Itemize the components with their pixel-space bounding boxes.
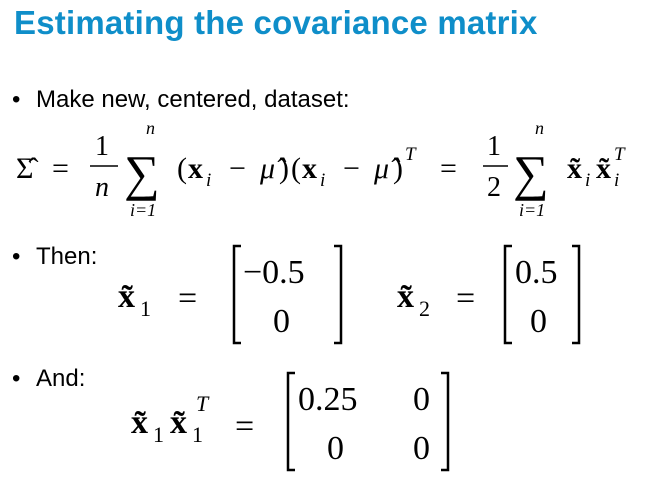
- sigma-hat: Σ̂: [16, 152, 34, 185]
- x1-entry-bottom: 0: [273, 303, 290, 340]
- vector-x1: [118, 246, 341, 343]
- x1-bracket-left: [234, 246, 241, 343]
- op-cell-11: 0: [413, 430, 430, 467]
- bullet-text: And:: [36, 365, 86, 392]
- bullet-text: Then:: [36, 243, 98, 270]
- x2-entry-bottom: 0: [530, 303, 547, 340]
- x-tilde-2: x̃: [596, 152, 611, 185]
- op-subscript-1: 1: [153, 422, 164, 447]
- subscript-i-3: i: [585, 170, 591, 191]
- vector-x2: [397, 246, 579, 343]
- x1-equals: =: [178, 280, 198, 317]
- op-equals: =: [235, 408, 255, 445]
- sum-1-upper: n: [146, 118, 155, 138]
- subscript-i-2: i: [320, 170, 326, 191]
- sum-2-upper: n: [535, 118, 544, 138]
- outer-product: [131, 373, 448, 470]
- op-cell-00: 0.25: [298, 381, 358, 418]
- op-bracket-left: [288, 373, 295, 470]
- x2-bracket-left: [505, 246, 512, 343]
- x-tilde-1: x̃: [567, 152, 582, 185]
- x-tilde-label-4: x̃: [170, 404, 187, 441]
- fraction-2-denominator: 2: [487, 172, 501, 203]
- sum-1-symbol: ∑: [124, 145, 160, 201]
- x-bold-1: x: [188, 152, 203, 185]
- paren-close-1: ): [279, 152, 289, 185]
- covariance-equation: [16, 118, 626, 220]
- transpose-1: T: [405, 144, 416, 165]
- op-transpose: T: [196, 391, 209, 416]
- mu-hat-2: μ̂: [374, 152, 390, 185]
- x1-entry-top: −0.5: [243, 254, 305, 291]
- x2-equals: =: [456, 280, 476, 317]
- slide-title: Estimating the covariance matrix: [14, 4, 538, 41]
- transpose-2: T: [614, 144, 625, 165]
- bullet-dot: •: [12, 243, 21, 270]
- minus-2: −: [343, 152, 360, 185]
- op-cell-10: 0: [327, 430, 344, 467]
- op-subscript-2: 1: [192, 422, 203, 447]
- x-tilde-label-3: x̃: [131, 404, 148, 441]
- x2-subscript: 2: [419, 296, 430, 321]
- equals-sign: =: [52, 152, 69, 185]
- minus-1: −: [229, 152, 246, 185]
- op-bracket-right: [441, 373, 448, 470]
- subscript-i-4: i: [614, 170, 620, 191]
- x-bold-2: x: [302, 152, 317, 185]
- x1-subscript: 1: [140, 296, 151, 321]
- x-tilde-label-1: x̃: [118, 278, 135, 315]
- bullet-dot: •: [12, 86, 21, 113]
- op-cell-01: 0: [413, 381, 430, 418]
- x2-entry-top: 0.5: [515, 254, 558, 291]
- bullet-text: Make new, centered, dataset:: [36, 86, 350, 113]
- x1-bracket-right: [334, 246, 341, 343]
- bullet-dot: •: [12, 365, 21, 392]
- paren-open-1: (: [177, 152, 187, 185]
- paren-open-2: (: [291, 152, 301, 185]
- x-tilde-label-2: x̃: [397, 278, 414, 315]
- mu-hat-1: μ̂: [260, 152, 276, 185]
- paren-close-2: ): [393, 152, 403, 185]
- fraction-2-numerator: 1: [487, 131, 501, 162]
- sum-2-lower: i=1: [519, 200, 546, 220]
- fraction-1-numerator: 1: [95, 131, 109, 162]
- x2-bracket-right: [572, 246, 579, 343]
- sum-1-lower: i=1: [130, 200, 157, 220]
- subscript-i-1: i: [206, 170, 212, 191]
- fraction-1-denominator: n: [95, 172, 109, 203]
- sum-2-symbol: ∑: [513, 145, 549, 201]
- equals-sign-2: =: [440, 152, 457, 185]
